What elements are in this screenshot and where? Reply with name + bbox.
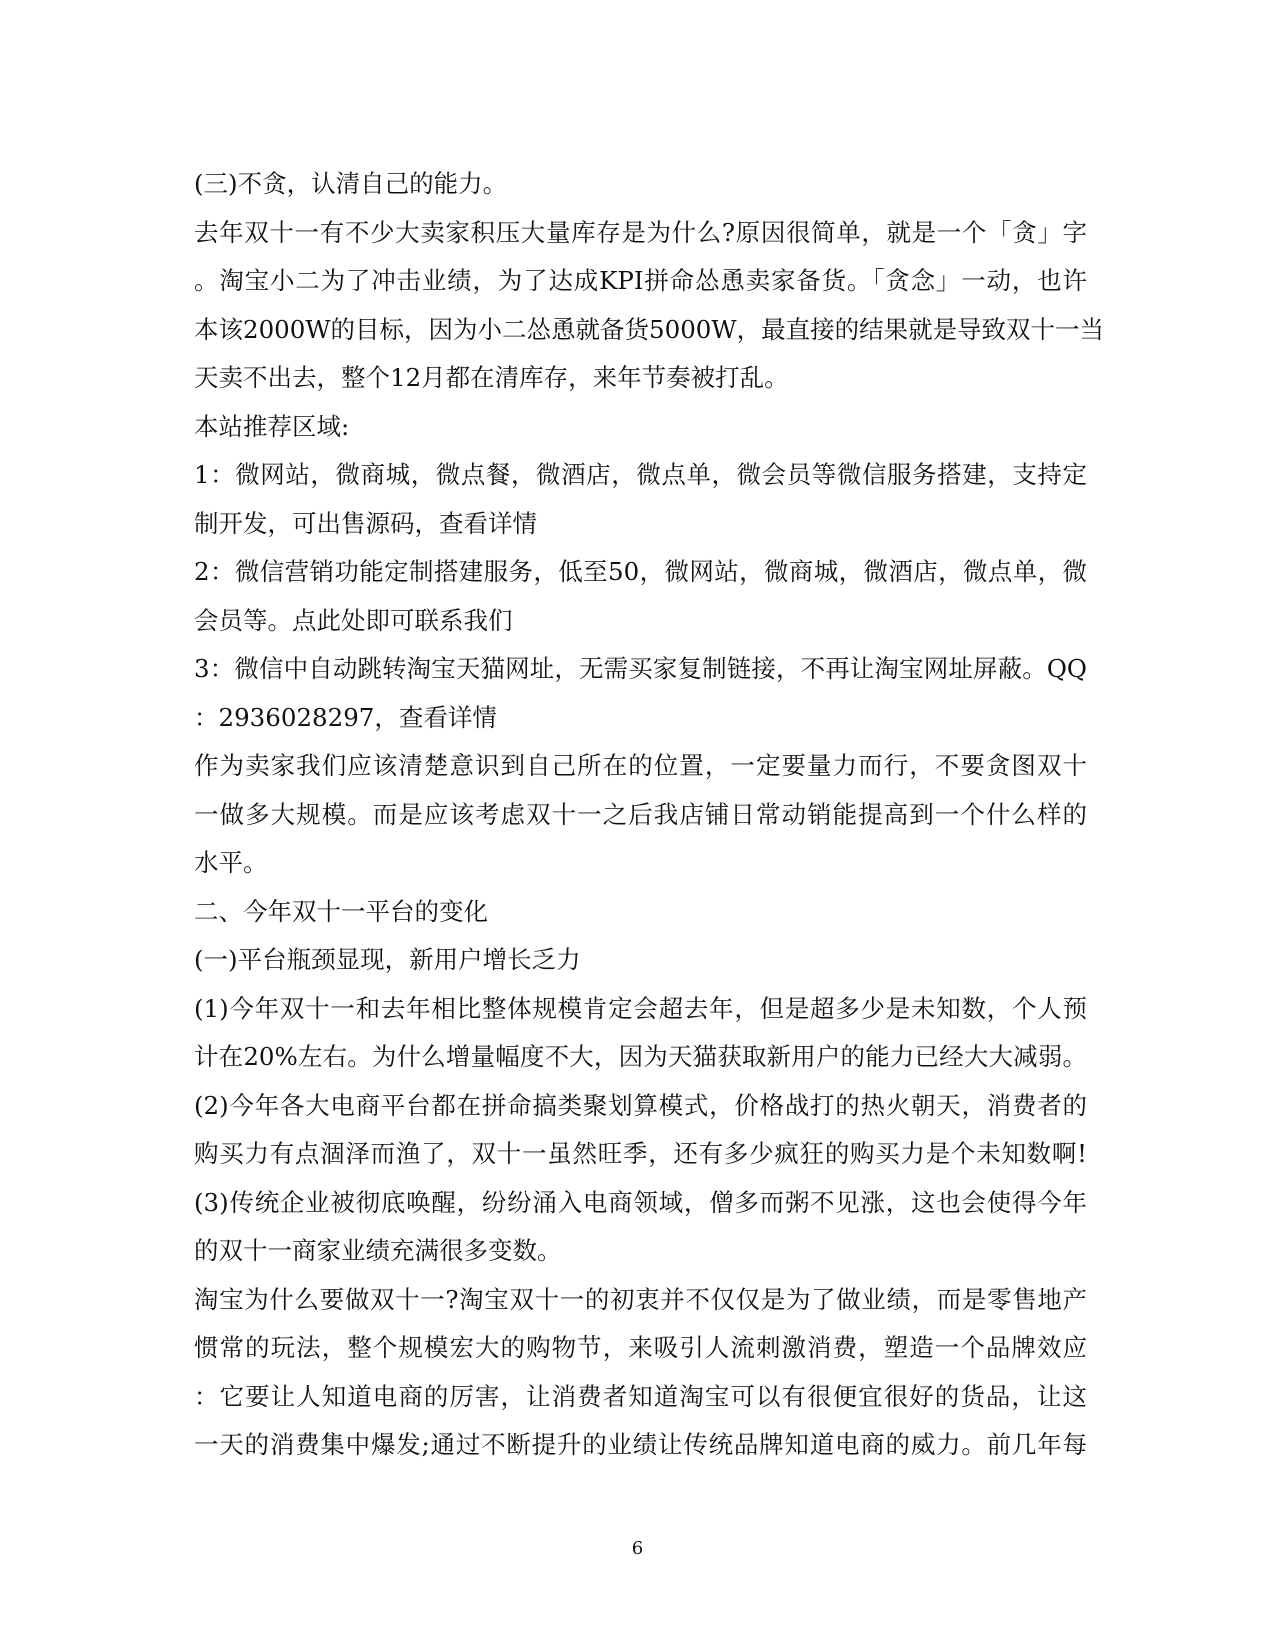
section-heading-platform-changes: 二、今年双十一平台的变化 <box>194 896 488 926</box>
page-number: 6 <box>631 1538 644 1559</box>
paragraph-line: 。淘宝小二为了冲击业绩，为了达成KPI拼命怂恿卖家备货。「贪念」一动，也许 <box>194 266 1087 295</box>
paragraph-line: 计在20%左右。为什么增量幅度不大，因为天猫获取新用户的能力已经大大减弱。 <box>194 1042 1087 1071</box>
subheading-platform-bottleneck: (一)平台瓶颈显现，新用户增长乏力 <box>194 945 581 974</box>
paragraph-line: (2)今年各大电商平台都在拼命搞类聚划算模式，价格战打的热火朝天，消费者的 <box>194 1090 1087 1120</box>
body-text <box>194 160 1105 1470</box>
paragraph-line: 惯常的玩法，整个规模宏大的购物节，来吸引人流刺激消费，塑造一个品牌效应 <box>194 1333 1087 1362</box>
paragraph-line: (3)传统企业被彻底唤醒，纷纷涌入电商领域，僧多而粥不见涨，这也会使得今年 <box>194 1187 1087 1217</box>
recommended-section-label: 本站推荐区域: <box>194 411 350 441</box>
recommendation-item-3-continued: ：2936028297，查看详情 <box>194 702 497 732</box>
paragraph-line: ：它要让人知道电商的厉害，让消费者知道淘宝可以有很便宜很好的货品，让这 <box>194 1381 1087 1411</box>
paragraph-line: 一做多大规模。而是应该考虑双十一之后我店铺日常动销能提高到一个什么样的 <box>194 799 1087 829</box>
paragraph-line: 本该2000W的目标，因为小二怂恿就备货5000W，最直接的结果就是导致双十一当 <box>194 314 1105 344</box>
recommendation-item-2-continued: 会员等。点此处即可联系我们 <box>194 605 513 635</box>
paragraph-line: (1)今年双十一和去年相比整体规模肯定会超去年，但是超多少是未知数，个人预 <box>194 993 1087 1023</box>
recommendation-item-2: 2：微信营销功能定制搭建服务，低至50，微网站，微商城，微酒店，微点单，微 <box>194 557 1087 586</box>
paragraph-line: 的双十一商家业绩充满很多变数。 <box>194 1236 562 1265</box>
recommendation-item-1-continued: 制开发，可出售源码，查看详情 <box>194 508 537 538</box>
heading-no-greed: (三)不贪，认清自己的能力。 <box>194 169 508 198</box>
paragraph-line: 水平。 <box>194 848 268 877</box>
paragraph-line: 一天的消费集中爆发;通过不断提升的业绩让传统品牌知道电商的威力。前几年每 <box>194 1430 1087 1459</box>
recommendation-item-1: 1：微网站，微商城，微点餐，微酒店，微点单，微会员等微信服务搭建，支持定 <box>194 460 1087 489</box>
recommendation-item-3: 3：微信中自动跳转淘宝天猫网址，无需买家复制链接，不再让淘宝网址屏蔽。QQ <box>194 654 1087 683</box>
paragraph-line: 购买力有点涸泽而渔了，双十一虽然旺季，还有多少疯狂的购买力是个未知数啊! <box>194 1139 1087 1168</box>
paragraph-line: 淘宝为什么要做双十一?淘宝双十一的初衷并不仅仅是为了做业绩，而是零售地产 <box>194 1284 1087 1314</box>
paragraph-line: 作为卖家我们应该清楚意识到自己所在的位置，一定要量力而行，不要贪图双十 <box>194 751 1087 780</box>
paragraph-line: 去年双十一有不少大卖家积压大量库存是为什么?原因很简单，就是一个「贪」字 <box>194 217 1087 247</box>
paragraph-line: 天卖不出去，整个12月都在清库存，来年节奏被打乱。 <box>194 363 789 392</box>
